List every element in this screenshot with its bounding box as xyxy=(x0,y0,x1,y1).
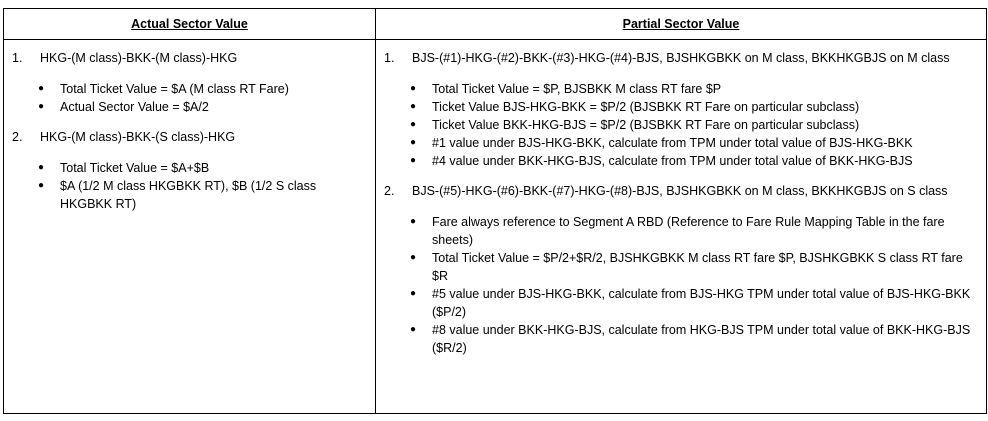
bullet-icon: ● xyxy=(38,162,45,173)
bullet-list xyxy=(384,213,982,357)
item-number: 2. xyxy=(384,184,395,198)
numbered-item xyxy=(384,49,982,68)
bullet-icon: ● xyxy=(410,119,417,130)
bullet-icon: ● xyxy=(38,101,45,112)
list-item: ● Fare always reference to Segment A RBD (Reference to Fare Rule Mapping Table in the fare sheets) xyxy=(384,213,982,249)
list-item: ● $A (1/2 M class HKGBKK RT), $B (1/2 S class HKGBKK RT) xyxy=(12,177,371,213)
item-number: 2. xyxy=(12,130,23,144)
numbered-item xyxy=(12,128,371,147)
item-number: 1. xyxy=(12,51,23,65)
bullet-icon: ● xyxy=(410,288,417,299)
bullet-list xyxy=(384,80,982,170)
partial-sector-cell xyxy=(376,40,987,414)
actual-sector-cell xyxy=(4,40,376,414)
table-body-row xyxy=(4,40,987,414)
item-title: BJS-(#1)-HKG-(#2)-BKK-(#3)-HKG-(#4)-BJS, BJSHKGBKK on M class, BKKHKGBJS on M class xyxy=(412,51,950,65)
bullet-icon: ● xyxy=(410,216,417,227)
list-item: ● Ticket Value BKK-HKG-BJS = $P/2 (BJSBKK RT Fare on particular subclass) xyxy=(384,116,982,134)
list-item: ● #5 value under BJS-HKG-BKK, calculate from BJS-HKG TPM under total value of BJS-HKG-BKK ($P/2) xyxy=(384,285,982,321)
list-item: ● Total Ticket Value = $A (M class RT Fare) xyxy=(12,80,371,98)
list-item: ● Ticket Value BJS-HKG-BKK = $P/2 (BJSBKK RT Fare on particular subclass) xyxy=(384,98,982,116)
item-title: HKG-(M class)-BKK-(S class)-HKG xyxy=(40,130,236,144)
sector-value-table xyxy=(3,8,987,414)
item-title: HKG-(M class)-BKK-(M class)-HKG xyxy=(40,51,238,65)
list-item: ● Actual Sector Value = $A/2 xyxy=(12,98,371,116)
bullet-icon: ● xyxy=(410,101,417,112)
bullet-icon: ● xyxy=(410,155,417,166)
list-item: ● Total Ticket Value = $P/2+$R/2, BJSHKGBKK M class RT fare $P, BJSHKGBKK S class RT fare $R xyxy=(384,249,982,285)
bullet-icon: ● xyxy=(38,83,45,94)
bullet-list xyxy=(12,159,371,213)
bullet-icon: ● xyxy=(410,137,417,148)
numbered-item xyxy=(12,49,371,68)
bullet-icon: ● xyxy=(410,83,417,94)
list-item: ● #4 value under BKK-HKG-BJS, calculate from TPM under total value of BKK-HKG-BJS xyxy=(384,152,982,170)
bullet-list xyxy=(12,80,371,116)
table-header-row xyxy=(4,9,987,40)
list-item: ● #1 value under BJS-HKG-BKK, calculate from TPM under total value of BJS-HKG-BKK xyxy=(384,134,982,152)
numbered-item xyxy=(384,182,982,201)
list-item: ● #8 value under BKK-HKG-BJS, calculate from HKG-BJS TPM under total value of BKK-HKG-BJS ($R/2) xyxy=(384,321,982,357)
header-partial-sector-value: Partial Sector Value xyxy=(376,9,987,40)
bullet-icon: ● xyxy=(410,252,417,263)
list-item: ● Total Ticket Value = $P, BJSBKK M class RT fare $P xyxy=(384,80,982,98)
item-number: 1. xyxy=(384,51,395,65)
bullet-icon: ● xyxy=(38,180,45,191)
bullet-icon: ● xyxy=(410,324,417,335)
item-title: BJS-(#5)-HKG-(#6)-BKK-(#7)-HKG-(#8)-BJS, BJSHKGBKK on M class, BKKHKGBJS on S class xyxy=(412,184,948,198)
list-item: ● Total Ticket Value = $A+$B xyxy=(12,159,371,177)
header-actual-sector-value: Actual Sector Value xyxy=(4,9,376,40)
